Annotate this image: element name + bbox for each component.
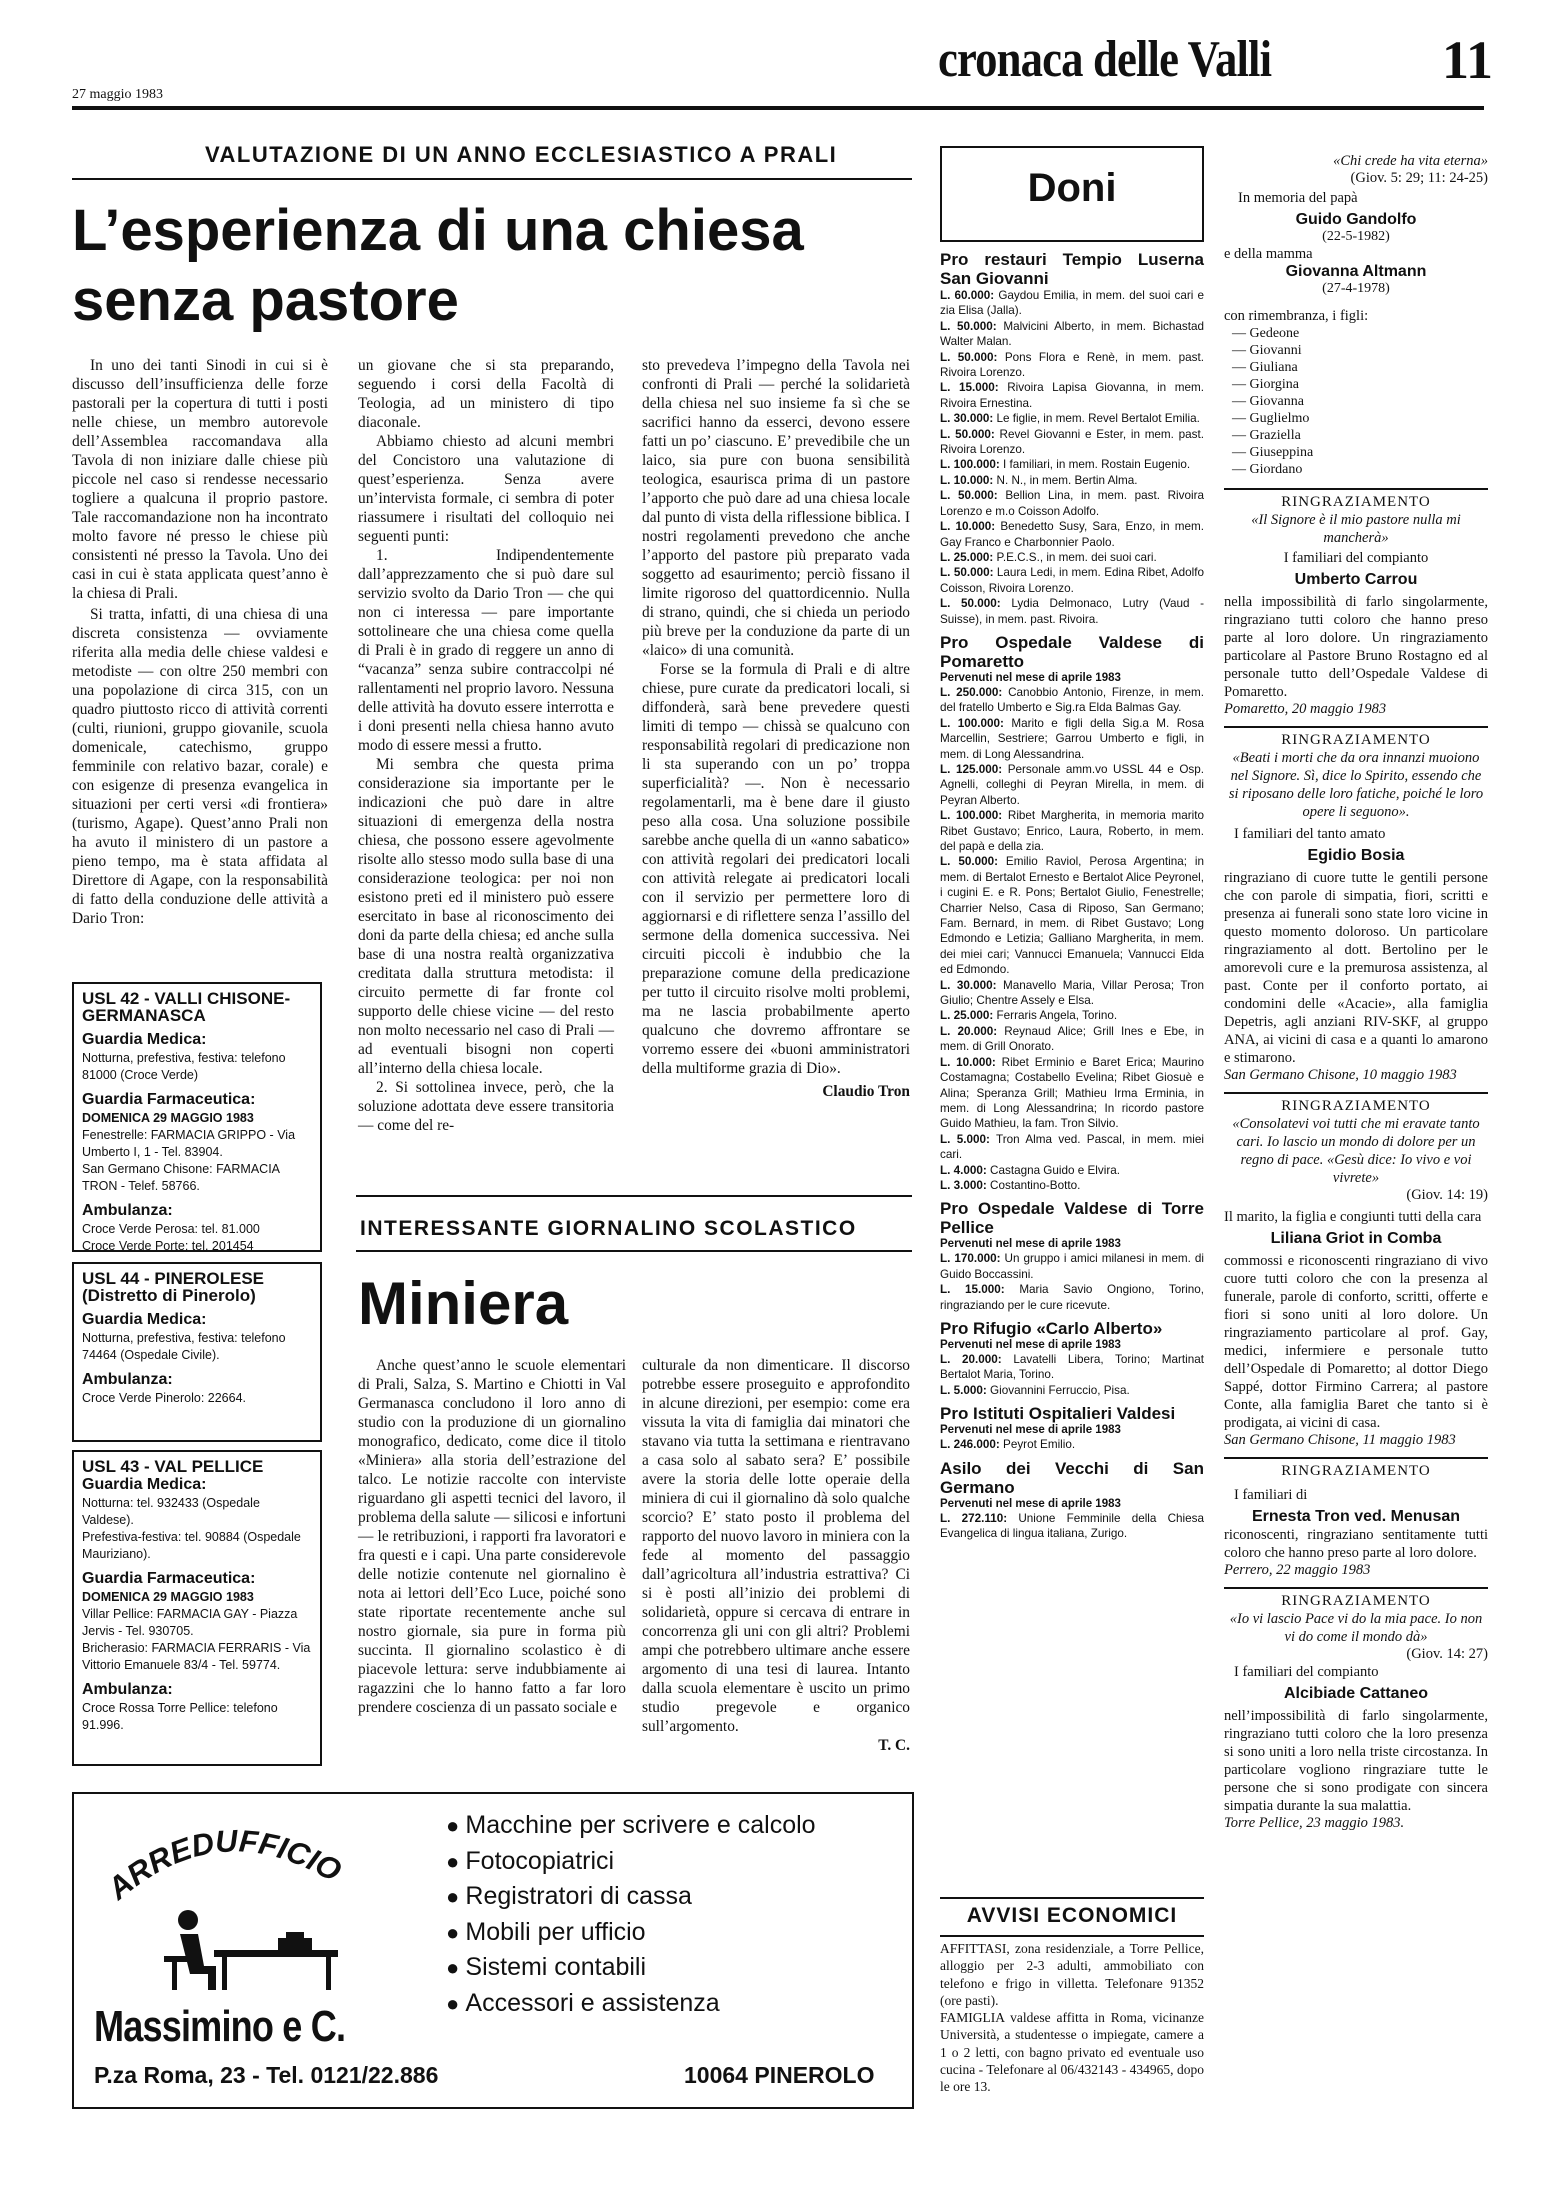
list-item: L. 4.000: Castagna Guido e Elvira. [940,1163,1120,1177]
doni-section-title: Pro Rifugio «Carlo Alberto» [940,1318,1163,1338]
obituary-name: Guido Gandolfo [1295,211,1417,228]
doni-section-sub: Pervenuti nel mese di aprile 1983 [940,1238,1121,1251]
article1-kicker: VALUTAZIONE DI UN ANNO ECCLESIASTICO A PRALI [205,142,838,167]
list-item: — Giuseppina [1232,445,1314,460]
usl-heading: Guardia Farmaceutica: [82,1091,256,1108]
list-item: L. 272.110: Unione Femminile della Chiesa Evangelica di lingua italiana, Zurigo. [940,1511,1204,1540]
article2-kicker: INTERESSANTE GIORNALINO SCOLASTICO [360,1217,857,1240]
obituary-signature: Pomaretto, 20 maggio 1983 [1224,701,1387,717]
list-item: L. 5.000: Giovannini Ferruccio, Pisa. [940,1383,1130,1397]
usl-line: Notturna, prefestiva, festiva: telefono 74464 (Ospedale Civile). [82,1331,286,1362]
list-item: L. 50.000: Lydia Delmonaco, Lutry (Vaud - Suisse), in mem. past. Rivoira. [940,597,1205,626]
doni-title-box [940,146,1204,242]
obituary-carrou [1224,494,1488,718]
obituary-intro: I familiari del compianto [1234,1664,1379,1680]
list-item: L. 20.000: Lavatelli Libera, Torino; Martinat Bertalot Maria, Torino. [940,1352,1204,1382]
usl-line: Notturna: tel. 932433 (Ospedale Valdese). [82,1496,260,1527]
article1-title-line2: senza pastore [72,268,459,333]
usl-heading: Guardia Medica: [82,1311,207,1328]
paragraph: Anche quest’anno le scuole elementari di Prali, Salza, S. Martino e Chiotti in Val Germanasca concludono il loro anno di studio con la produzione di un giornalino monografico, dedicato, come dice il titolo «Miniera» alla storia dell’estrazione del talco. Le notizie raccolte con interviste riguardano gli aspetti tecnici del lavoro, il problema della salute — silicosi e infortuni — le retribuzioni, i rapporti fra lavoratori e fra questi e i capi. Una parte considerevole delle notizie contenute nel giornalino è nota ai lettori dell’Eco Luce, poiché sono state riportate recentemente anche sul nostro giornale, sia pure in forma più succinta. Il giornalino scolastico è di piacevole lettura: serve indubbiamente ai ragazzini che lo hanno fatto a far loro prendere coscienza di un passato sociale e [358,1357,626,1716]
paragraph: In uno dei tanti Sinodi in cui si è discusso dell’insufficienza delle forze pastorali per la copertura di tutti i posti nelle chiese, un membro autorevole dell’Assemblea raccomandava alla Tavola di non iniziare dalle chiese più piccole nel caso si rendesse necessario togliere a qualcuna il proprio pastore. Tale raccomandazione non ha incontrato molto favore né presso le chiese più consistenti né presso la Tavola. Uno dei casi in cui è stata applicata quest’anno è la chiesa di Prali. [72,357,328,602]
list-item: L. 60.000: Gaydou Emilia, in mem. del suoi cari e zia Elisa (Jalla). [940,289,1205,318]
article1-kicker-rule [72,178,912,180]
usl-heading: Guardia Medica: [82,1476,207,1493]
obituary-intro: I familiari del compianto [1283,550,1429,566]
avvisi-title-rule [940,1935,1204,1937]
obituary-intro: con rimembranza, i figli: [1224,308,1369,324]
ad-address: P.za Roma, 23 - Tel. 0121/22.886 [94,2062,439,2088]
list-item: L. 20.000: Reynaud Alice; Grill Ines e Ebe, in mem. di Grill Onorato. [940,1024,1204,1054]
usl-heading: Guardia Farmaceutica: [82,1570,256,1587]
list-item: L. 246.000: Peyrot Emilio. [940,1438,1076,1452]
list-item: L. 10.000: Benedetto Susy, Sara, Enzo, in mem. Gay Franco e Charbonnier Paolo. [940,520,1204,549]
list-item: L. 30.000: Le figlie, in mem. Revel Bertalot Emilia. [940,412,1200,426]
list-item: L. 15.000: Rivoira Lapisa Giovanna, in mem. Rivoira Ernestina. [940,381,1204,410]
list-item: — Guglielmo [1232,411,1310,426]
list-item: L. 100.000: Marito e figli della Sig.a M. Rosa Marcellin, Sestriere; Garrou Umberto e figli, in mem. di Long Alessandrina. [940,716,1204,761]
obituary-signature: Perrero, 22 maggio 1983 [1224,1562,1371,1578]
avvisi-top-rule [940,1897,1204,1899]
ad-item: ● Fotocopiatrici [446,1844,816,1880]
usl-42-box [72,982,322,1252]
obituary-divider [1224,1587,1488,1589]
ad-item: ● Sistemi contabili [446,1950,816,1986]
obituaries-column [1224,152,1488,1832]
ad-city: 10064 PINEROLO [684,2062,875,2088]
obituary-name: Umberto Carrou [1294,571,1418,588]
list-item: L. 100.000: Ribet Margherita, in memoria marito Ribet Gustavo; Enrico, Laura, Roberto, in mem. del papà e della zia. [940,809,1204,853]
usl-title: USL 43 - VAL PELLICE [82,1457,264,1476]
usl-heading: Guardia Medica: [82,1031,207,1048]
obituary-text: nella impossibilità di farlo singolarmente, ringraziano tutti coloro che hanno preso parte al loro dolore. Un ringraziamento particolare al Pastore Bruno Rostagno ed al personale tutto dell’Ospedale Valdese di Pomaretto. [1224,594,1488,700]
list-item: L. 50.000: Pons Flora e Renè, in mem. past. Rivoira Lorenzo. [940,350,1204,380]
doni-section-sub: Pervenuti nel mese di aprile 1983 [940,1424,1121,1437]
obituary-gandolfo [1224,152,1488,478]
obituary-divider [1224,726,1488,728]
article1-title-line1: L’esperienza di una chiesa [72,198,804,263]
page-number: 11 [1442,30,1494,90]
avvisi-title: AVVISI ECONOMICI [966,1904,1178,1927]
list-item: L. 50.000: Revel Giovanni e Ester, in mem. past. Rivoira Lorenzo. [940,427,1204,457]
doni-section-title: Pro restauri Tempio Luserna San Giovanni [940,250,1204,288]
doni-section-title: Pro Ospedale Valdese di Pomaretto [940,632,1204,671]
usl-line: DOMENICA 29 MAGGIO 1983 [82,1111,254,1125]
doni-list [940,250,1204,1541]
obituary-intro: Il marito, la figlia e congiunti tutti della cara [1224,1209,1482,1225]
obituary-intro: I familiari di [1234,1487,1308,1503]
obituary-heading: RINGRAZIAMENTO [1281,1098,1431,1114]
ad-item: ● Macchine per scrivere e calcolo [446,1808,816,1844]
usl-line: Bricherasio: FARMACIA FERRARIS - Via Vittorio Emanuele 83/4 - Tel. 59774. [82,1641,311,1672]
article2-col2 [642,1356,910,1755]
obituary-name: Ernesta Tron ved. Menusan [1251,1508,1461,1525]
list-item: L. 25.000: P.E.C.S., in mem. dei suoi cari. [940,550,1157,564]
doni-section-title: Pro Istituti Ospitalieri Valdesi [940,1404,1176,1424]
obituary-reference: (Giov. 5: 29; 11: 24-25) [1350,170,1488,186]
ad-company: Massimino e C. [94,2002,346,2051]
usl-heading: Ambulanza: [82,1681,173,1698]
paragraph: 1. Indipendentemente dall’apprezzamento che si può dare sul servizio svolto da Dario Tron — che qui non ci interessa — pare importante sottolineare che una chiesa come quella di Prali è in grado di reggere un anno di “vacanza” senza subire contraccolpi né rallentamenti nel proprio lavoro. Nessuna delle attività ha dovuto essere interrotta e i doni presenti nella chiesa hanno avuto modo di essere messi a frutto. [358,547,615,754]
ad-item: ● Registratori di cassa [446,1879,816,1915]
obituary-intro: In memoria del papà [1238,190,1358,206]
paragraph: culturale da non dimenticare. Il discorso potrebbe essere proseguito e approfondito in alcune direzioni, per esempio: come era vissuta la vita di famiglia dai minatori che stavano via tutta la settimana e rientravano a casa solo al sabato sera? E’ possibile avere la storia delle lotte operaie della miniera di cui il giornalino dà solo qualche scorcio? E’ stato posto il problema del rapporto del nuovo lavoro in miniera con la fede al momento del passaggio dall’agricoltura all’industria estrattiva? Ci si è posti all’inizio dei problemi di solidarietà, oppure si cercava di entrare in concorrenza gli uni con gli altri? Problemi ampi che potrebbero ultimare anche essere argomento di una tesi di laurea. Intanto dalla scuola elementare è uscito un primo studio pregevole e organico sull’argomento. [642,1357,910,1735]
masthead-date: 27 maggio 1983 [72,87,163,102]
list-item: — Giuliana [1232,360,1298,375]
obituary-text: commossi e riconoscenti ringraziano di vivo cuore tutti coloro che con la presenza al funerale, parole di conforto, scritti, offerte e fiori si sono uniti al loro dolore. Un ringraziamento particolare al prof. Gay, medici, infermiere e personale tutto dell’Ospedale di Pomaretto; al dottor Diego Sappé, dottor Firmino Carrera; al pastore Conte, alla famiglia Baret che tanto si è prodigata, ai vicini di casa. [1224,1253,1488,1431]
obituary-date: (27-4-1978) [1322,281,1390,296]
obituary-reference: (Giov. 14: 19) [1406,1187,1488,1203]
list-item: L. 170.000: Un gruppo i amici milanesi in mem. di Guido Boccassini. [940,1252,1204,1281]
obituary-heading: RINGRAZIAMENTO [1281,1593,1431,1609]
usl-line: Prefestiva-festiva: tel. 90884 (Ospedale Mauriziano). [82,1530,301,1561]
obituary-name: Giovanna Altmann [1285,263,1427,280]
usl-line: Croce Verde Porte: tel. 201454 [82,1239,254,1253]
list-item: L. 50.000: Bellion Lina, in mem. past. Rivoira Lorenzo e m.o Coisson Adolfo. [940,489,1204,518]
list-item: L. 30.000: Manavello Maria, Villar Perosa; Tron Giulio; Chentre Assely e Elsa. [940,978,1204,1008]
obituary-text: nell’impossibilità di farlo singolarmente, ringraziano tutti coloro che la loro presenza si sono uniti a loro nella triste circostanza. In particolare vogliono ringraziare tutte le persone che si sono prodigate con sincera simpatia durante la sua malattia. [1224,1708,1488,1814]
doni-section-sub: Pervenuti nel mese di aprile 1983 [940,671,1121,684]
article1-col1 [72,356,328,928]
obituary-quote: «Beati i morti che da ora innanzi muoiono nel Signore. Sì, dice lo Spirito, essendo che si riposano delle loro fatiche, poiché le loro opere li seguono». [1228,750,1484,820]
obituary-divider [1224,1457,1488,1459]
list-item: L. 250.000: Canobbio Antonio, Firenze, in mem. del fratello Umberto e Sig.ra Elda Balmas Gay. [940,685,1204,715]
section-name: cronaca delle Valli [938,31,1272,88]
paragraph: un giovane che si sta preparando, seguendo i corsi della Facoltà di Teologia, ad un ministero di tipo diaconale. [358,357,614,431]
obituary-quote: «Chi crede ha vita eterna» [1333,153,1488,169]
paragraph: Si tratta, infatti, di una chiesa di una discreta consistenza — ovviamente riferita alla media delle chiese valdesi e metodiste — con oltre 250 membri con una popolazione di circa 315, con un quadro piuttosto ricco di attività correnti (culti, riunioni, gruppo giovanile, scuola domenicale, catechismo, gruppo femminile con relativo bazar, corale) e con esigenze di presenza evangelica in situazioni per certi versi «di frontiera» (turismo, Agape). Quest’anno Prali non ha avuto il ministero di un pastore a pieno tempo, ma è stata affidata al Direttore di Agape, con la responsabilità di fatto della conduzione delle attività a Dario Tron: [72,606,328,927]
paragraph: sto prevedeva l’impegno della Tavola nei confronti di Prali — perché la solidarietà della chiesa nel suo insieme fa sì che se sacrifici hanno da esserci, devono essere fatti un po’ ciascuno. E’ prevedibile che un laico, sia pure con buona sensibilità teologica, esaurisca prima di un pastore l’apporto che può dare ad una chiesa locale dal punto di vista della riflessione biblica. I nostri regolamenti prevedono che anche l’apporto del pastore più preparato vada soggetto ad esaurimento; perciò fissano il limite rigoroso del quattordicennio. Nulla di strano, quindi, che si chieda un periodo più breve per la conduzione da parte di un «laico» di una comunità. [642,357,910,659]
obituary-divider [1224,1092,1488,1094]
obituary-signature: Torre Pellice, 23 maggio 1983. [1224,1815,1405,1831]
usl-line: Croce Verde Perosa: tel. 81.000 [82,1222,260,1236]
doni-section-title: Asilo dei Vecchi di San Germano [940,1458,1204,1497]
obituary-text: riconoscenti, ringraziano sentitamente tutti coloro che hanno preso parte al loro dolore. [1224,1527,1488,1561]
desk-icon [158,1906,348,1996]
obituary-intro: I familiari del tanto amato [1234,826,1386,842]
avvisi-list [940,1940,1204,2096]
usl-line: Villar Pellice: FARMACIA GAY - Piazza Jervis - Tel. 930705. [82,1607,298,1638]
paragraph: Forse se la formula di Prali e di altre chiese, pure curate da predicatori locali, si diffonderà, sarà bene prevedere questi limiti di tempo — chissà se qualcuno con responsabilità regolari di predicazione non li sta superando con un po’ troppa superficialità? —. Non è necessario regolamentarli, ma è bene dare il giusto peso alla cosa. Una soluzione possibile sarebbe anche quella di un «anno sabatico» con attività regolari dei predicatori locali con attività relegate ai predicatori locali con il servizio per permettere loro di aggiornarsi e di riflettere senza l’assillo del sermone della domenica successiva. Nei circuiti piccoli è indubbio che la preparazione comune della predicazione per tutto il circuito risolve molti problemi, ma ne lascia probabilmente aperto qualcuno che dovremo affrontare se vorremo essere dei «buoni amministratori della multiforme grazia di Dio». [642,661,910,1077]
obituary-heading: RINGRAZIAMENTO [1281,494,1431,510]
article2-col1 [358,1356,626,1717]
obituary-divider [1224,488,1488,490]
usl-title: USL 44 - PINEROLESE (Distretto di Pinerolo) [82,1269,265,1305]
obituary-quote: «Io vi lascio Pace vi do la mia pace. Io non vi do come il mondo dà» [1229,1611,1483,1645]
obituary-griot [1224,1098,1488,1449]
list-item: — Gedeone [1232,326,1300,341]
ad-item: ● Mobili per ufficio [446,1915,816,1951]
usl-line: Notturna, prefestiva, festiva: telefono 81000 (Croce Verde) [82,1051,286,1082]
obituary-heading: RINGRAZIAMENTO [1281,732,1431,748]
list-item: AFFITTASI, zona residenziale, a Torre Pellice, alloggio per 2-3 adulti, ammobiliato con telefono e frigo in villetta. Telefonare 91352 (ore pasti). [940,1941,1204,2008]
ad-product-list [446,1808,816,2021]
obituary-tron [1224,1463,1488,1579]
paragraph: Abbiamo chiesto ad alcuni membri del Concistoro una valutazione di quest’esperienza. Senza avere un’intervista formale, ci sembra di poter riassumere i risultati del colloquio nei seguenti punti: [358,433,614,545]
usl-line: DOMENICA 29 MAGGIO 1983 [82,1590,254,1604]
usl-line: Fenestrelle: FARMACIA GRIPPO - Via Umberto I, 1 - Tel. 83904. [82,1128,296,1159]
obituary-name: Egidio Bosia [1307,847,1405,864]
article1-signature: Claudio Tron [822,1083,910,1100]
usl-43-box [72,1450,322,1766]
ad-item: ● Accessori e assistenza [446,1986,816,2022]
article2-kicker-rule [356,1250,912,1252]
obituary-cattaneo [1224,1593,1488,1832]
article1-col2 [358,356,614,1135]
doni-title: Doni [1027,166,1117,210]
masthead-title [938,30,1271,90]
list-item: L. 3.000: Costantino-Botto. [940,1178,1081,1192]
usl-heading: Ambulanza: [82,1371,173,1388]
obituary-intro: e della mamma [1224,246,1313,262]
list-item: — Giordano [1232,462,1303,477]
doni-section-sub: Pervenuti nel mese di aprile 1983 [940,1497,1121,1510]
usl-44-box [72,1262,322,1442]
ad-brand: ARREDUFFICIO [100,1823,348,1907]
obituary-heading: RINGRAZIAMENTO [1281,1463,1431,1479]
article2-title: Miniera [358,1270,569,1337]
usl-line: San Germano Chisone: FARMACIA TRON - Telef. 58766. [82,1162,280,1193]
list-item: L. 50.000: Malvicini Alberto, in mem. Bichastad Walter Malan. [940,319,1204,349]
doni-section-title: Pro Ospedale Valdese di Torre Pellice [940,1199,1204,1238]
list-item: — Giorgina [1232,377,1300,392]
list-item: L. 15.000: Maria Savio Ongiono, Torino, ringraziando per le cure ricevute. [940,1283,1204,1312]
doni-section-sub: Pervenuti nel mese di aprile 1983 [940,1338,1121,1351]
paragraph: Mi sembra che questa prima considerazione sia importante per le indicazioni che può dare in altre situazioni di emergenza della nostra chiesa, che possono essere agevolmente risolte allo stesso modo sulla base di una considerazione teologica: per noi non esistono preti ed il ministero può essere esercitato in base al riconoscimento dei doni da parte della chiesa; ed anche sulla base di una nostra realtà organizzativa creditata dalla struttura metodista: il circuito permette di far fronte col supporto delle chiese vicine — del resto non molto necessario nel caso di Prali — ad eventuali bisogni non coperti all’interno della chiesa locale. [358,756,614,1077]
list-item: — Graziella [1232,428,1301,443]
obituary-reference: (Giov. 14: 27) [1406,1646,1488,1662]
obituary-signature: San Germano Chisone, 11 maggio 1983 [1224,1432,1456,1448]
obituary-signature: San Germano Chisone, 10 maggio 1983 [1224,1067,1457,1083]
usl-heading: Ambulanza: [82,1202,173,1219]
obituary-bosia [1224,732,1488,1084]
usl-line: Croce Rossa Torre Pellice: telefono 91.996. [82,1701,278,1732]
obituary-name: Liliana Griot in Comba [1270,1230,1442,1247]
svg-text:ARREDUFFICIO [100,1823,347,1907]
list-item: L. 50.000: Laura Ledi, in mem. Edina Ribet, Adolfo Coisson, Rivoira Lorenzo. [940,566,1204,595]
list-item: L. 50.000: Emilio Raviol, Perosa Argentina; in mem. di Bertalot Ernesto e Bertalot Alice Peyronel, i cugini E. e R. Pons; Bertalot Giulio, Fenestrelle; Charrier Nelso, Casa di Riposo, San Germano; Fam. Bernard, in mem. di Ribet Gustavo; Long Edmondo e Letizia; Galliano Margherita, in mem. dei miei cari; Vannucci Emanuela; Vannucci Elda ed Edmondo. [940,855,1204,977]
list-item: L. 100.000: I familiari, in mem. Rostain Eugenio. [940,458,1191,472]
list-item: — Giovanna [1232,394,1304,409]
obituary-date: (22-5-1982) [1322,229,1390,244]
obituary-name: Alcibiade Cattaneo [1283,1685,1429,1702]
list-item: FAMIGLIA valdese affitta in Roma, vicinanze Università, a studentesse o impiegate, camere a 1 o 2 letti, con bagno privato ed eventuale uso cucina - Telefonare al 06/432143 - 434965, dopo le ore 13. [940,2010,1204,2095]
article1-col3 [642,356,910,1101]
usl-line: Croce Verde Pinerolo: 22664. [82,1391,246,1405]
masthead-rule [72,106,1484,110]
list-item: L. 10.000: N. N., in mem. Bertin Alma. [940,473,1138,487]
article2-signature: T. C. [878,1737,910,1754]
article1-title [72,196,804,336]
obituary-children [1232,325,1488,478]
article2-top-rule [356,1195,912,1197]
obituary-quote: «Il Signore è il mio pastore nulla mi mancherà» [1251,512,1461,546]
usl-title: USL 42 - VALLI CHISONE-GERMANASCA [82,989,291,1025]
obituary-quote: «Consolatevi voi tutti che mi eravate tanto cari. Io lascio un mondo di dolore per un regno di pace. «Gesù dice: Io vivo e voi vivrete» [1232,1116,1480,1186]
list-item: L. 25.000: Ferraris Angela, Torino. [940,1009,1118,1023]
ad-arreduffico [72,1792,914,2109]
obituary-text: ringraziano di cuore tutte le gentili persone che con parole di simpatia, fiori, scritti e presenza ai funerali sono state loro vicine in questo momento doloroso. Un particolare ringraziamento al dott. Bertolino per le amorevoli cure e la premurosa assistenza, al past. Conte per il conforto portato, ai condomini delle «Acacie», alla famiglia Depetris, agli anziani RIV-SKF, al gruppo ANA, ai vicini di casa e a quanti lo amarono e stimarono. [1224,870,1488,1066]
list-item: L. 125.000: Personale amm.vo USSL 44 e Osp. Agnelli, colleghi di Peyran Mirella, in mem. di Peyran Alberto. [940,762,1205,807]
list-item: L. 5.000: Tron Alma ved. Pascal, in mem. miei cari. [940,1132,1204,1162]
paragraph: 2. Si sottolinea invece, però, che la soluzione adottata deve essere transitoria — come del re- [358,1079,614,1134]
list-item: L. 10.000: Ribet Erminio e Baret Erica; Maurino Costamagna; Costabello Evelina; Ribet Giosuè e Alina; Speranza Grill; Mathieu Irma Erminia, in mem. di Long Alessandrina; In ricordo pastore Guido Mathieu, la fam. Tron Silvio. [940,1055,1205,1131]
list-item: — Giovanni [1232,343,1302,358]
